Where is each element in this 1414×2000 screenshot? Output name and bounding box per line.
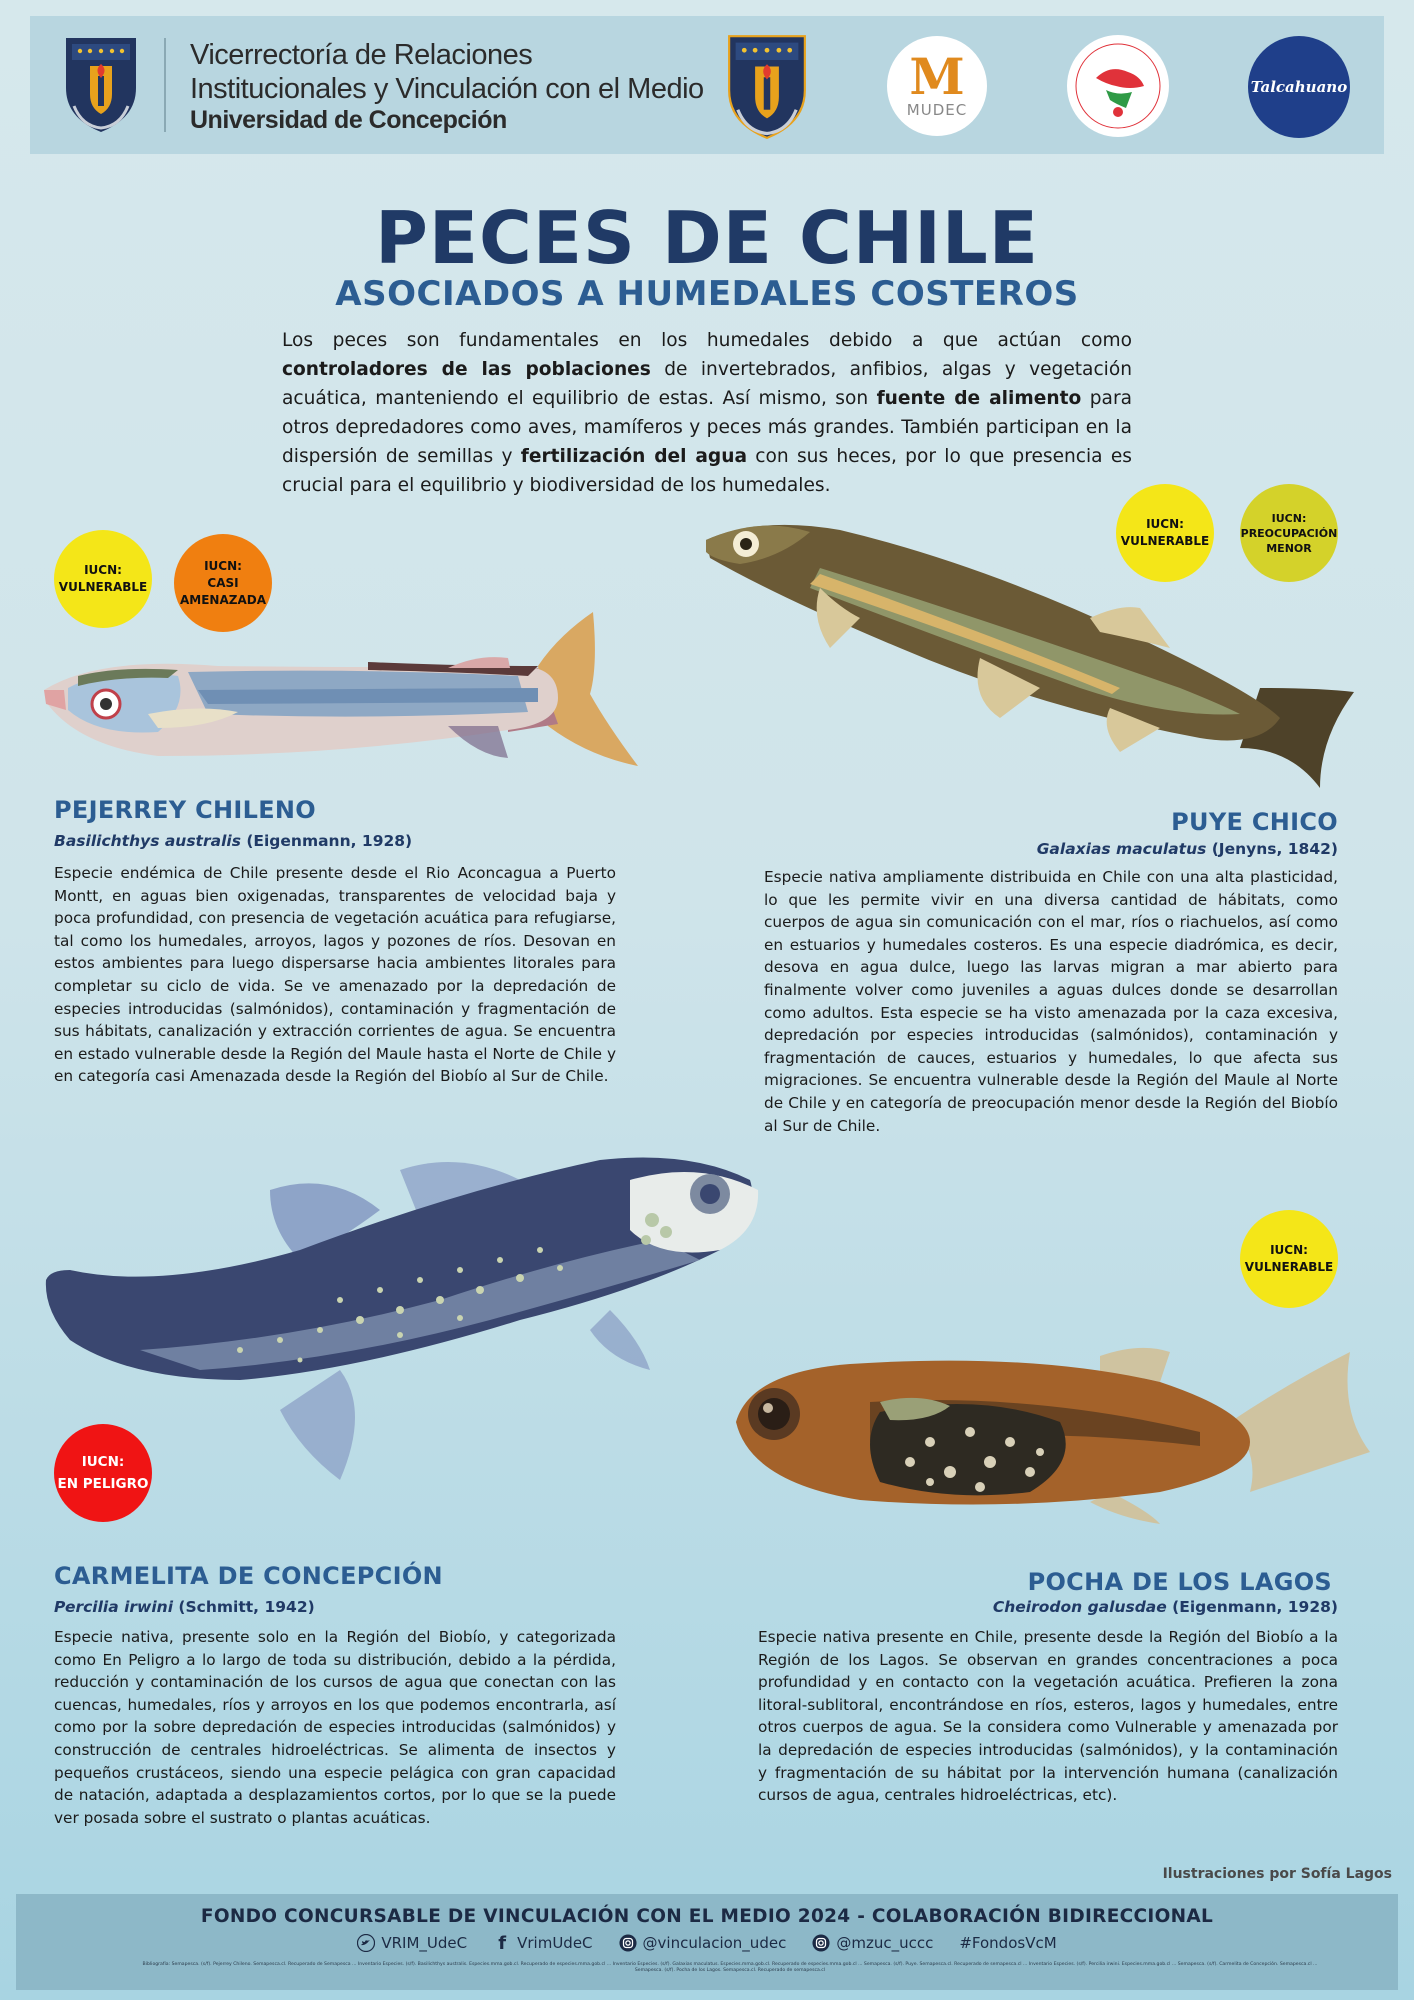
pocha-fish-illustration: [730, 1342, 1370, 1524]
species-name-pocha: POCHA DE LOS LAGOS: [1027, 1568, 1332, 1596]
header-line-3: Universidad de Concepción: [190, 106, 507, 135]
bibliography: Bibliografía: Semapesca. (s/f). Pejerrey Chileno. Semapesca.cl. Recuperado de Semapesca ... Inventario Especies. (s/f). Basilichthys australis. Especies.mma.gob.cl. Recuperado de especies.mma.gob.cl ... Inventario Especies. (s/f). Galaxias maculatus. Especies.mma.gob.cl. Recuperado de especies.mma.gob.cl ... Semapesca. (s/f). Puye. Semapesca.cl. Recuperado de semapesca.cl ... Inventario Especies. (s/f). Percilia irwini. Especies.mma.gob.cl ... Semapesca. (s/f). Carmelita de Concepción. Semapesca.cl ... Semapesca. (s/f). Pocha de los Lagos. Semapesca.cl. Recuperado de semapesca.cl: [142, 1962, 1318, 1973]
puye-fish-illustration: [700, 508, 1356, 796]
species-desc-pejerrey: Especie endémica de Chile presente desde el Rio Aconcagua a Puerto Montt, en aguas bien oxigenadas, transparentes de velocidad baja y poca profundidad, con presencia de vegetación acuática para refugiarse, tal como los humedales, arroyos, lagos y pozones de ríos. Desovan en estos ambientes para luego dispersarse hacia ambientes litorales para completar su ciclo de vida. Se ve amenazado por la depredación de especies introducidas (salmónidos), contaminación y fragmentación de sus hábitats, canalización y extracción corrientes de agua. Se encuentra en estado vulnerable desde la Región del Maule hasta el Norte de Chile y en categoría casi Amenazada desde la Región del Biobío al Sur de Chile.: [54, 864, 616, 1086]
species-desc-pocha: Especie nativa presente en Chile, presente desde la Región del Biobío a la Región de los Lagos. Se observan en grandes concentraciones a poca profundidad y en contacto con la vegetación acuática. Prefieren la zona litoral-sublitoral, encontrándose en ríos, esteros, lagos y humedales, entre otros cuerpos de agua. Se la considera como Vulnerable y amenazada por la depredación de especies introducidas (salmónidos), y la contaminación y fragmentación de su hábitat por la intervención humana (canalización cursos de agua, centrales hidroeléctricas, etc).: [758, 1628, 1338, 1805]
mudec-logo: [887, 36, 987, 136]
twitter-icon: [357, 1934, 375, 1952]
udec-shield-center-logo: [724, 34, 810, 140]
social-links: [16, 1934, 1398, 1952]
footer-title: FONDO CONCURSABLE DE VINCULACIÓN CON EL MEDIO 2024 - COLABORACIÓN BIDIRECCIONAL: [200, 1906, 1214, 1927]
pejerrey-fish-illustration: [38, 606, 798, 774]
badge-line: IUCN:: [81, 1454, 125, 1470]
species-desc-carmelita: Especie nativa, presente solo en la Región del Biobío, y categorizada como En Peligro a lo largo de toda su distribución, debido a la pérdida, reducción y contaminación de los cursos de agua que conectan con las cuencas, humedales, ríos y arroyos en los que podemos encontrarla, así como por la sobre depredación de especies introducidas (salmónidos) y construcción de centrales hidroeléctricas. Se alimenta de insectos y pequeños crustáceos, siendo una especie pelágica con gran capacidad de natación, adaptada a desplazamientos cortos, por lo que se la puede ver posada sobre el sustrato o plantas acuáticas.: [54, 1628, 616, 1827]
sci-name: Percilia irwini: [54, 1598, 174, 1616]
badge-line: IUCN:: [1270, 1243, 1308, 1257]
badge-line: AMENAZADA: [180, 592, 266, 607]
social-twitter[interactable]: [357, 1934, 467, 1952]
badge-line: MENOR: [1266, 541, 1312, 555]
instagram-handle: @vinculacion_udec: [642, 1934, 787, 1952]
illustration-credits: Ilustraciones por Sofía Lagos: [1162, 1866, 1392, 1882]
intro-bold-3: fertilización del agua: [520, 446, 748, 467]
intro-bold-2: fuente de alimento: [876, 388, 1082, 409]
social-facebook[interactable]: [493, 1934, 592, 1952]
udec-shield-logo: [62, 36, 140, 134]
species-name-puye: PUYE CHICO: [1171, 808, 1338, 836]
intro-text-2: de invertebrados, anfibios, algas y vegetación acuática, manteniendo el equilibrio de estas. Así mismo, son: [282, 359, 1132, 409]
intro-paragraph: [282, 326, 1132, 500]
species-sci-carmelita: [54, 1598, 315, 1616]
sci-author: (Jenyns, 1842): [1206, 840, 1338, 858]
badge-line: CASI: [207, 575, 239, 590]
social-instagram-1[interactable]: [619, 1934, 787, 1952]
header-line-1: Vicerrectoría de Relaciones: [190, 39, 533, 71]
species-sci-pocha: [993, 1598, 1338, 1616]
intro-text-1: Los peces son fundamentales en los humedales debido a que actúan como: [282, 330, 1132, 351]
instagram-icon: [812, 1934, 830, 1952]
intro-text-3: para otros depredadores como aves, mamíferos y peces más grandes. También participan en la dispersión de semillas y: [282, 388, 1132, 467]
species-sci-puye: [1037, 840, 1338, 858]
iucn-badge-pocha-vulnerable: [1240, 1210, 1338, 1308]
instagram-handle: @mzuc_uccc: [836, 1934, 934, 1952]
badge-line: IUCN:: [204, 558, 242, 573]
badge-line: IUCN:: [1271, 511, 1307, 525]
sci-name: Galaxias maculatus: [1036, 840, 1207, 858]
facebook-icon: f: [498, 1932, 507, 1954]
intro-bold-1: controladores de las poblaciones: [282, 359, 651, 380]
species-name-pejerrey: PEJERREY CHILENO: [54, 796, 317, 824]
badge-line: IUCN:: [84, 563, 122, 577]
species-name-carmelita: CARMELITA DE CONCEPCIÓN: [54, 1562, 443, 1590]
sci-name: Cheirodon galusdae: [992, 1598, 1167, 1616]
mudec-label: MUDEC: [906, 101, 968, 119]
social-instagram-2[interactable]: [812, 1934, 933, 1952]
header-divider: [164, 38, 166, 132]
carmelita-fish-illustration: [40, 1150, 770, 1480]
sci-name: Basilichthys australis: [54, 832, 241, 850]
badge-line: VULNERABLE: [58, 580, 148, 594]
mudec-letter: M: [909, 47, 965, 106]
badge-line: EN PELIGRO: [57, 1476, 149, 1492]
badge-line: IUCN:: [1146, 517, 1184, 531]
intro-text-4: con sus heces, por lo que presencia es crucial para el equilibrio y biodiversidad de los humedales.: [282, 446, 1132, 496]
sci-author: (Schmitt, 1942): [173, 1598, 315, 1616]
badge-line: PREOCUPACIÓN: [1240, 526, 1338, 540]
talcahuano-logo: [1248, 36, 1350, 138]
badge-line: VULNERABLE: [1244, 1260, 1334, 1274]
page-title: PECES DE CHILE: [375, 196, 1039, 280]
page-subtitle: ASOCIADOS A HUMEDALES COSTEROS: [335, 274, 1079, 314]
header-institution-text: [190, 38, 704, 136]
social-hashtag[interactable]: [959, 1934, 1056, 1952]
sci-author: (Eigenmann, 1928): [1166, 1598, 1338, 1616]
hashtag-text: #FondosVcM: [959, 1934, 1057, 1952]
header-line-2: Institucionales y Vinculación con el Medio: [190, 73, 704, 106]
talcahuano-label: Talcahuano: [1250, 78, 1348, 96]
instagram-icon: [619, 1934, 637, 1952]
twitter-handle: VRIM_UdeC: [381, 1934, 468, 1952]
species-desc-puye: Especie nativa ampliamente distribuida en Chile con una alta plasticidad, lo que les permite vivir en una diversa cantidad de hábitats, como cuerpos de agua sin comunicación con el mar, ríos o riachuelos, así como en estuarios y humedales costeros. Es una especie diadrómica, es decir, desova en agua dulce, luego las larvas migran a mar abierto para finalmente volver como juveniles a aguas dulces donde se desarrollan como adultos. Esta especie se ha visto amenazada por la caza excesiva, depredación por especies introducidas (salmónidos), contaminación y fragmentación de cauces, estuarios y humedales, lo que afecta sus migraciones. Se encuentra vulnerable desde la Región del Maule al Norte de Chile y en categoría de preocupación menor desde la Región del Biobío al Sur de Chile.: [764, 868, 1338, 1135]
species-sci-pejerrey: [54, 832, 412, 850]
sci-author: (Eigenmann, 1928): [240, 832, 413, 850]
badge-line: VULNERABLE: [1120, 534, 1210, 548]
faculty-oceanography-logo: [1066, 34, 1170, 138]
facebook-handle: VrimUdeC: [517, 1934, 593, 1952]
